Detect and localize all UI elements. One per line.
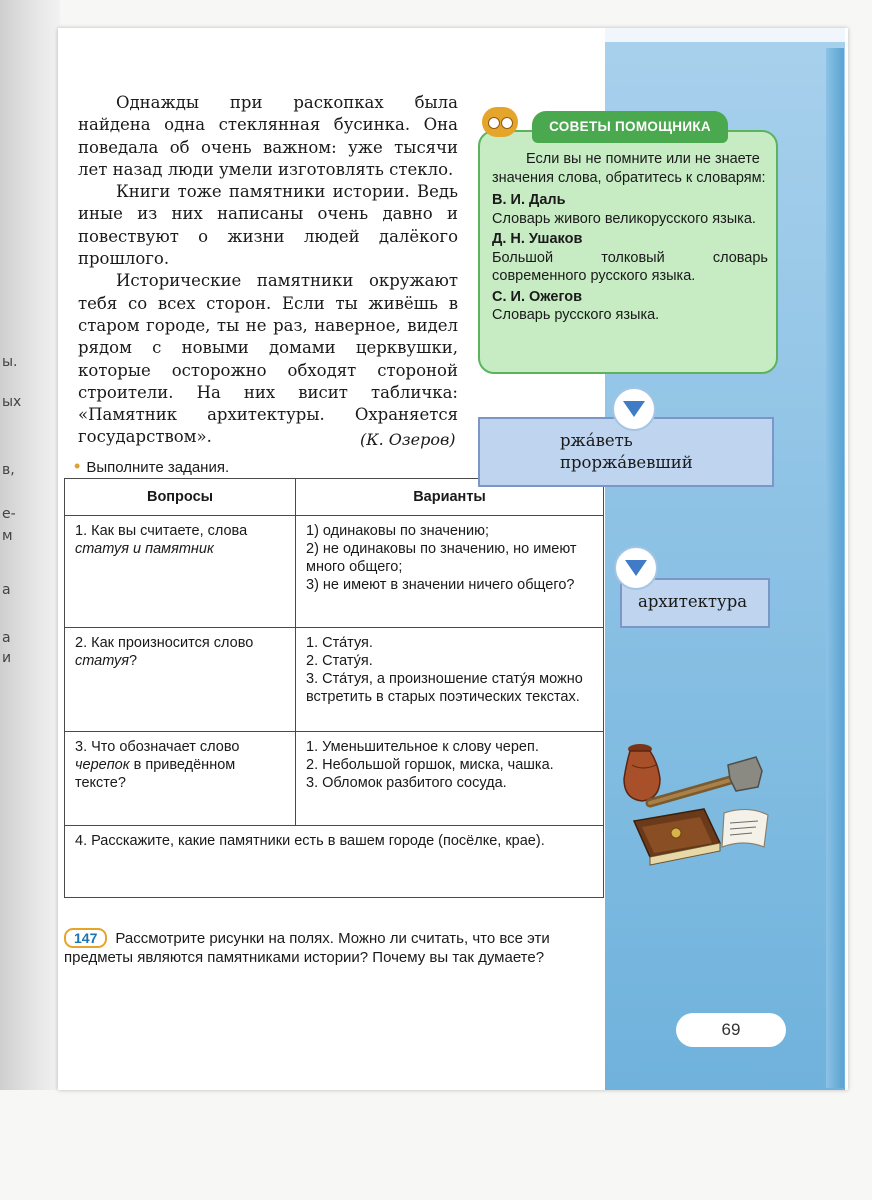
paragraph: Книги тоже памятники истории. Ведь иные из них написаны очень давно и повествуют о жизни людей далёкого прошлого. — [78, 182, 458, 269]
option-item: 3. Ста́туя, а произношение стату́я можно встретить в старых поэтических текстах. — [306, 671, 583, 705]
dictionary-title: Большой толковый словарь современного русского языка. — [492, 249, 768, 284]
eye-icon — [501, 117, 513, 129]
fragment: е- — [2, 506, 16, 522]
vocab-word: архитектура — [638, 592, 748, 611]
vocab-word: ржа́веть — [560, 431, 633, 450]
questions-table — [64, 478, 604, 898]
options-cell — [296, 628, 604, 732]
fragment: а — [2, 630, 11, 646]
fragment: и — [2, 650, 12, 666]
eye-icon — [488, 117, 500, 129]
arrow-down-icon — [614, 546, 658, 590]
full-width-cell: 4. Расскажите, какие памятники есть в вашем городе (посёлке, крае). — [65, 826, 604, 898]
fragment: в, — [2, 462, 15, 478]
historical-artifacts-illustration — [620, 735, 780, 875]
options-cell — [296, 732, 604, 826]
fragment: ы. — [2, 354, 18, 370]
option-item: 2. Небольшой горшок, миска, чашка. — [306, 757, 554, 773]
fragment: ых — [2, 394, 22, 410]
exercise-147 — [64, 928, 594, 967]
task-text: Выполните задания. — [86, 459, 230, 476]
table-row-full — [65, 826, 604, 898]
table-row — [65, 516, 604, 628]
option-item: 1. Уменьшительное к слову череп. — [306, 739, 539, 755]
bullet-icon: • — [74, 456, 81, 476]
option-item: 1. Ста́туя. — [306, 635, 373, 651]
option-item: 2. Стату́я. — [306, 653, 373, 669]
option-item: 3) не имеют в значении ничего общего? — [306, 577, 575, 593]
exercise-text: Рассмотрите рисунки на полях. Можно ли считать, что все эти предметы являются памятниками истории? Почему вы так думаете? — [64, 930, 550, 966]
task-instruction — [74, 456, 229, 477]
options-cell — [296, 516, 604, 628]
dictionary-author: Д. Н. Ушаков — [492, 231, 583, 247]
question-cell: 2. Как произносится слово статуя? — [65, 628, 296, 732]
column-header-variants: Варианты — [296, 479, 604, 516]
dictionary-author: В. И. Даль — [492, 192, 566, 208]
exercise-number-badge: 147 — [64, 928, 107, 948]
option-item: 1) одинаковы по значению; — [306, 523, 489, 539]
dictionary-title: Словарь живого великорусского языка. — [492, 210, 756, 227]
old-book-icon — [634, 809, 720, 865]
column-header-questions: Вопросы — [65, 479, 296, 516]
main-text — [78, 92, 458, 449]
page-number: 69 — [676, 1013, 786, 1047]
question-cell: 1. Как вы считаете, слова статуя и памятник — [65, 516, 296, 628]
helper-content — [492, 150, 768, 327]
question-cell: 3. Что обозначает слово черепок в приведённом тексте? — [65, 732, 296, 826]
paragraph: Исторические памятники окружают тебя со всех сторон. Если ты живёшь в старом городе, ты не раз, наверное, видел рядом с новыми домами церквушки, которые осторожно обходят стороной строители. На них висит табличка: «Памятник архитектуры. Охраняется государством». — [78, 271, 458, 447]
arrow-down-icon — [612, 387, 656, 431]
table-row — [65, 628, 604, 732]
paragraph: Однажды при раскопках была найдена одна стеклянная бусинка. Она поведала об очень важном: уже тысячи лет назад люди умели изготовлять стекло. — [78, 93, 458, 179]
clay-pot-icon — [624, 744, 660, 801]
helper-intro: Если вы не помните или не знаете значения слова, обратитесь к словарям: — [492, 151, 766, 186]
dictionary-author: С. И. Ожегов — [492, 288, 583, 305]
fragment: а — [2, 582, 11, 598]
helper-title: СОВЕТЫ ПОМОЩНИКА — [532, 111, 728, 143]
book-spine-shadow — [0, 0, 60, 1090]
option-item: 3. Обломок разбитого сосуда. — [306, 775, 507, 791]
helper-eyes-icon — [482, 107, 518, 137]
table-row — [65, 732, 604, 826]
text-author: (К. Озеров) — [360, 430, 456, 449]
dictionary-title: Словарь русского языка. — [492, 307, 660, 323]
scroll-icon — [722, 809, 768, 847]
option-item: 2) не одинаковы по значению, но имеют много общего; — [306, 541, 577, 575]
stone-hammer-icon — [650, 757, 762, 803]
fragment: м — [2, 528, 13, 544]
page-edge-strip — [826, 48, 844, 1088]
vocab-word: проржа́вевший — [560, 453, 693, 472]
